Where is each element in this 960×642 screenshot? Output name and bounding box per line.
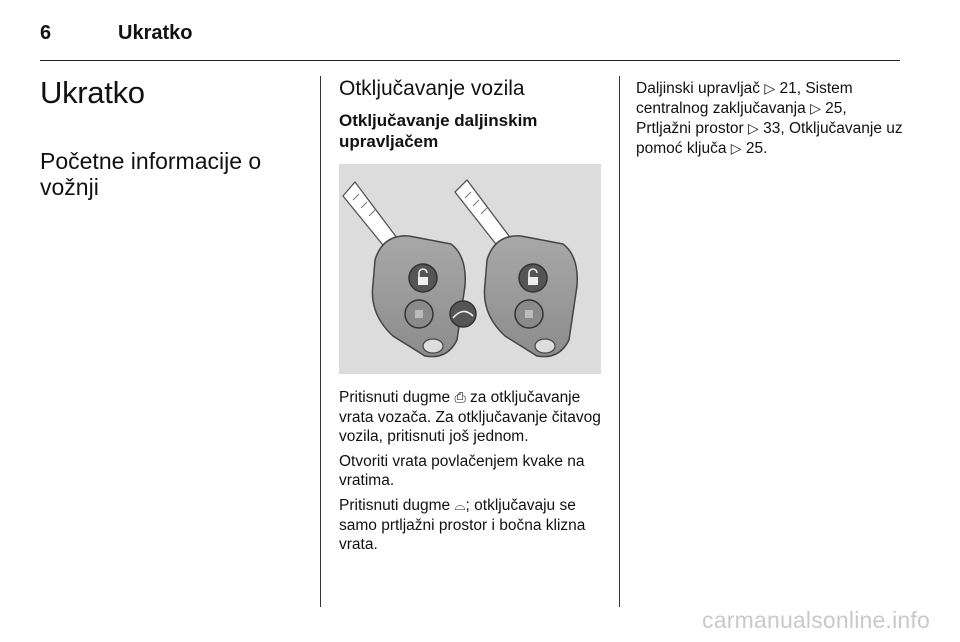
column-divider	[619, 76, 620, 607]
reference-text: , Otključavanje uz pomoć ključa	[636, 120, 903, 157]
paragraph-unlock-tailgate	[339, 496, 605, 554]
reference-page[interactable]: 33	[763, 120, 781, 137]
page-number: 6	[40, 22, 52, 44]
page-header	[40, 18, 900, 61]
unlock-button-icon: ⎙	[454, 390, 466, 406]
remote-key-right	[455, 180, 577, 357]
reference-page[interactable]: 25	[745, 140, 764, 157]
remote-key-left	[343, 182, 476, 357]
chapter-title: Ukratko	[40, 75, 145, 110]
column-divider	[320, 76, 321, 607]
subheading-remote-unlocking: Otključavanje daljinskim upravljačem	[339, 111, 538, 151]
section-title: Početne informacije o vožnji	[40, 148, 262, 200]
column-right	[636, 76, 906, 165]
reference-text: , Sistem centralnog zaključavanja	[636, 80, 853, 117]
column-middle	[339, 76, 605, 560]
watermark: carmanualsonline.info	[702, 607, 930, 633]
paragraph-text: Pritisnuti dugme	[339, 389, 455, 406]
reference-tail: .	[763, 140, 768, 157]
remote-key-figure	[339, 164, 601, 374]
column-left	[40, 76, 302, 200]
reference-arrow-icon: ▷	[730, 141, 742, 157]
paragraph-open-door: Otvoriti vrata povlačenjem kvake na vratima.	[339, 453, 585, 489]
heading-unlocking-vehicle: Otključavanje vozila	[339, 77, 525, 100]
reference-arrow-icon: ▷	[764, 81, 776, 97]
reference-page[interactable]: 25	[825, 100, 843, 117]
paragraph-text: za otključavanje vrata vozača. Za otključavanje čitavog vozila, pritisnuti još jednom.	[339, 389, 601, 445]
cross-references	[636, 79, 906, 159]
paragraph-unlock-driver-door	[339, 388, 605, 446]
running-title: Ukratko	[118, 22, 193, 44]
reference-text: Daljinski upravljač	[636, 80, 765, 97]
reference-arrow-icon: ▷	[810, 101, 821, 117]
tailgate-button	[450, 301, 476, 327]
tailgate-icon: ⌓	[454, 498, 466, 514]
paragraph-text: ; otključavaju se samo prtljažni prostor i bočna klizna vrata.	[339, 497, 586, 553]
paragraph-text: Pritisnuti dugme	[339, 497, 455, 514]
reference-page[interactable]: 21	[779, 80, 797, 97]
reference-arrow-icon: ▷	[747, 121, 759, 137]
reference-text: , Prtljažni prostor	[636, 100, 847, 137]
